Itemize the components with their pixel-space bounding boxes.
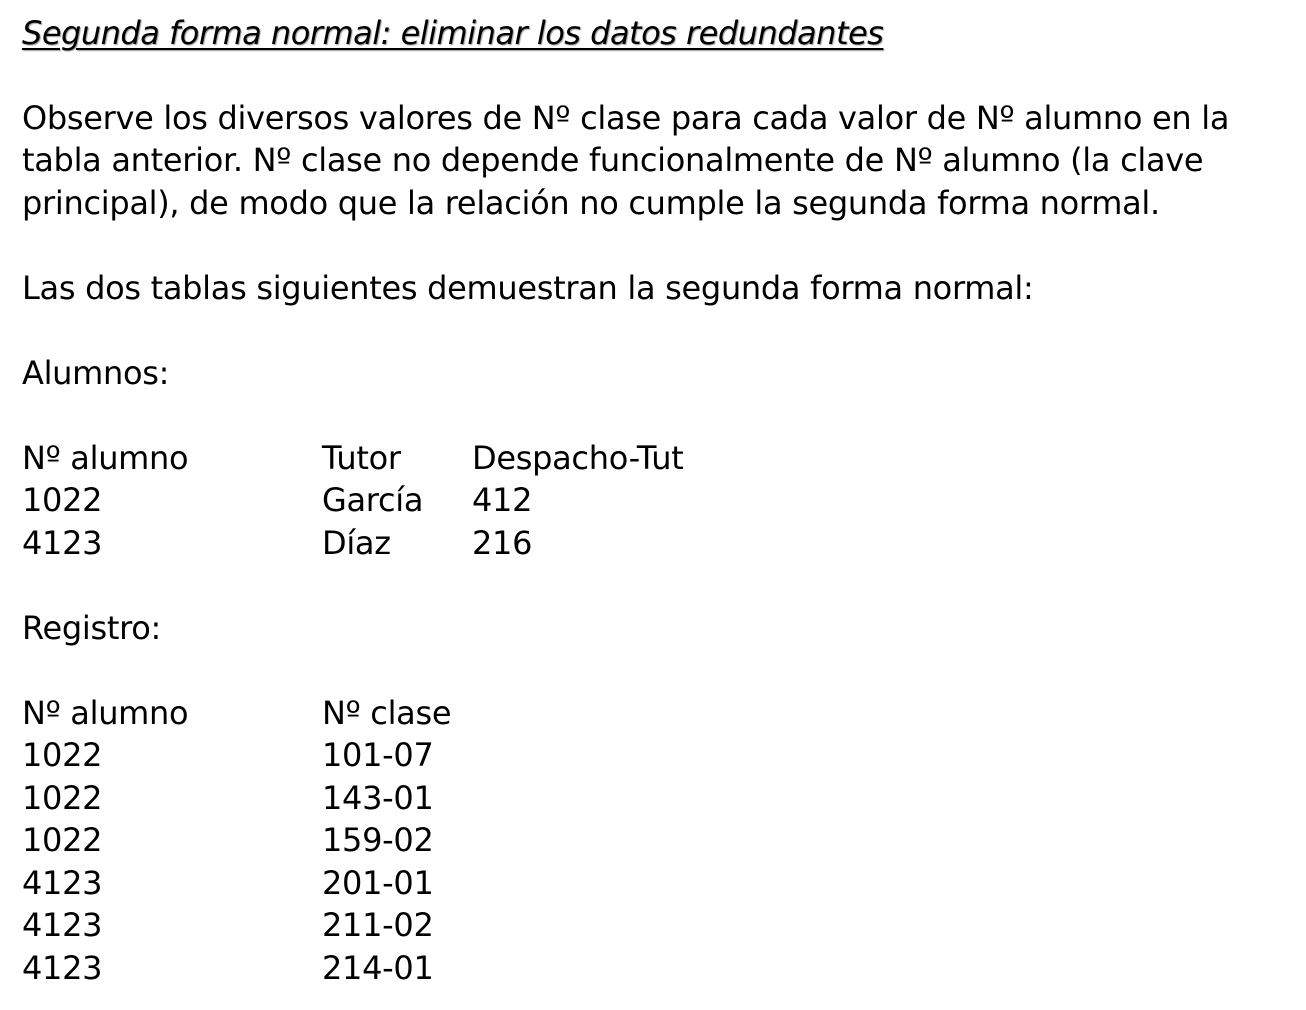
table-cell: 4123 — [22, 906, 103, 944]
document-page — [22, 12, 1292, 989]
paragraph-tables-intro: Las dos tablas siguientes demuestran la segunda forma normal: — [22, 268, 1034, 307]
table-cell: 211-02 — [322, 906, 434, 944]
table-cell: 101-07 — [322, 736, 434, 774]
spacer — [22, 394, 1292, 437]
table-cell: 412 — [472, 481, 533, 519]
table-cell: 4123 — [22, 948, 103, 987]
registro-table — [22, 692, 1292, 990]
alumnos-table — [22, 437, 1292, 565]
table-cell: 159-02 — [322, 821, 434, 859]
header-cell: Tutor — [322, 438, 401, 477]
table-cell: 1022 — [22, 778, 103, 817]
table-row — [22, 862, 1292, 905]
spacer — [22, 224, 1292, 267]
table-row — [22, 777, 1292, 820]
paragraph-line: principal), de modo que la relación no cumple la segunda forma normal. — [22, 183, 1160, 222]
table-cell: 1022 — [22, 481, 103, 519]
table-row — [22, 819, 1292, 862]
table-row — [22, 479, 1292, 522]
header-cell: Nº clase — [322, 693, 452, 732]
paragraph-line: Observe los diversos valores de Nº clase para cada valor de Nº alumno en la — [22, 98, 1230, 137]
header-cell: Nº alumno — [22, 438, 189, 477]
registro-label: Registro: — [22, 608, 162, 647]
table-row — [22, 904, 1292, 947]
header-cell: Despacho-Tut — [472, 438, 684, 477]
table-cell: 214-01 — [322, 948, 434, 987]
spacer — [22, 564, 1292, 607]
table-header-row — [22, 437, 1292, 480]
table-cell: 1022 — [22, 821, 103, 859]
page-title: Segunda forma normal: eliminar los datos redundantes — [22, 14, 884, 52]
alumnos-label: Alumnos: — [22, 353, 170, 392]
spacer — [22, 649, 1292, 692]
table-row — [22, 522, 1292, 565]
table-cell: García — [322, 481, 424, 519]
table-cell: 4123 — [22, 523, 103, 562]
paragraph-line: tabla anterior. Nº clase no depende funcionalmente de Nº alumno (la clave — [22, 141, 1204, 179]
table-cell: 216 — [472, 523, 533, 562]
table-row — [22, 734, 1292, 777]
table-cell: 143-01 — [322, 778, 434, 817]
table-cell: 201-01 — [322, 863, 434, 902]
spacer — [22, 309, 1292, 352]
table-cell: 4123 — [22, 863, 103, 902]
spacer — [22, 54, 1292, 97]
table-row — [22, 947, 1292, 990]
header-cell: Nº alumno — [22, 693, 189, 732]
table-cell: 1022 — [22, 736, 103, 774]
table-cell: Díaz — [322, 523, 391, 562]
paragraph-observe — [22, 97, 1292, 225]
table-header-row — [22, 692, 1292, 735]
